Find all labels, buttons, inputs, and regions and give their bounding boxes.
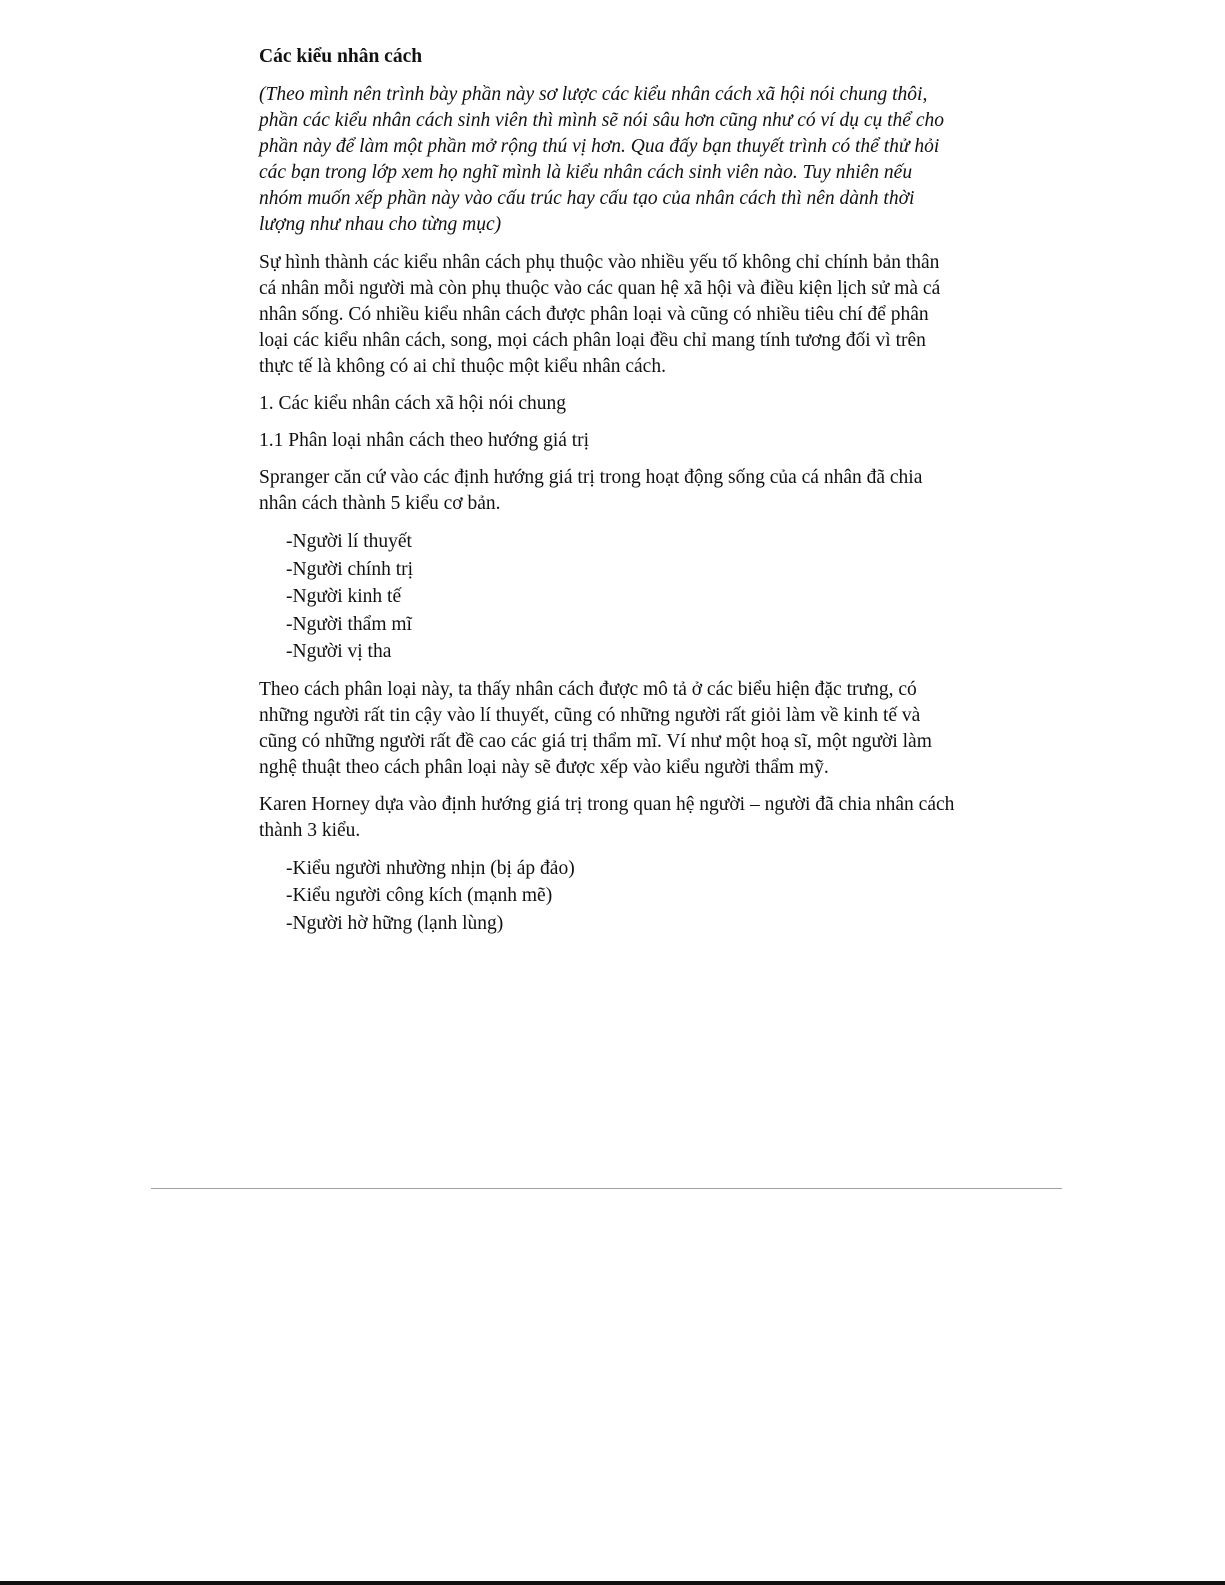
spranger-commentary-paragraph: Theo cách phân loại này, ta thấy nhân cách được mô tả ở các biểu hiện đặc trưng, có những người rất tin cậy vào lí thuyết, cũng có những người rất giỏi làm về kinh tế và cũng có những người rất đề cao các giá trị thẩm mĩ. Ví như một hoạ sĩ, một người làm nghệ thuật theo cách phân loại này sẽ được xếp vào kiểu người thẩm mỹ. bbox=[259, 678, 932, 778]
list-item: -Kiểu người nhường nhịn (bị áp đảo) bbox=[286, 857, 575, 879]
spranger-type-list bbox=[286, 528, 959, 666]
document-page bbox=[259, 44, 959, 948]
page-bottom-edge bbox=[0, 1581, 1225, 1585]
page-divider bbox=[151, 1188, 1062, 1189]
list-item: -Người lí thuyết bbox=[286, 531, 412, 552]
horney-paragraph: Karen Horney dựa vào định hướng giá trị trong quan hệ người – người đã chia nhân cách thành 3 kiểu. bbox=[259, 793, 955, 841]
list-item: -Người vị tha bbox=[286, 641, 392, 662]
italic-note: (Theo mình nên trình bày phần này sơ lược các kiểu nhân cách xã hội nói chung thôi, phần các kiểu nhân cách sinh viên thì mình sẽ nói sâu hơn cũng như có ví dụ cụ thể cho phần này để làm một phần mở rộng thú vị hơn. Qua đấy bạn thuyết trình có thể thử hỏi các bạn trong lớp xem họ nghĩ mình là kiểu nhân cách sinh viên nào. Tuy nhiên nếu nhóm muốn xếp phần này vào cấu trúc hay cấu tạo của nhân cách thì nên dành thời lượng như nhau cho từng mục) bbox=[259, 84, 944, 235]
spranger-paragraph: Spranger căn cứ vào các định hướng giá trị trong hoạt động sống của cá nhân đã chia nhân cách thành 5 kiểu cơ bản. bbox=[259, 467, 923, 514]
list-item: -Người chính trị bbox=[286, 558, 414, 580]
list-item: -Người thẩm mĩ bbox=[286, 613, 412, 635]
list-item: -Kiểu người công kích (mạnh mẽ) bbox=[286, 885, 553, 906]
section-1-title: 1. Các kiểu nhân cách xã hội nói chung bbox=[259, 393, 567, 414]
list-item: -Người hờ hững (lạnh lùng) bbox=[286, 912, 504, 934]
horney-type-list bbox=[286, 855, 959, 938]
section-1-1-title: 1.1 Phân loại nhân cách theo hướng giá trị bbox=[259, 430, 590, 451]
intro-paragraph: Sự hình thành các kiểu nhân cách phụ thuộc vào nhiều yếu tố không chỉ chính bản thân cá nhân mỗi người mà còn phụ thuộc vào các quan hệ xã hội và điều kiện lịch sử mà cá nhân sống. Có nhiều kiểu nhân cách được phân loại và cũng có nhiều tiêu chí để phân loại các kiểu nhân cách, song, mọi cách phân loại đều chỉ mang tính tương đối vì trên thực tế là không có ai chỉ thuộc một kiểu nhân cách. bbox=[259, 252, 941, 377]
section-heading: Các kiểu nhân cách bbox=[259, 46, 423, 67]
list-item: -Người kinh tế bbox=[286, 586, 402, 607]
